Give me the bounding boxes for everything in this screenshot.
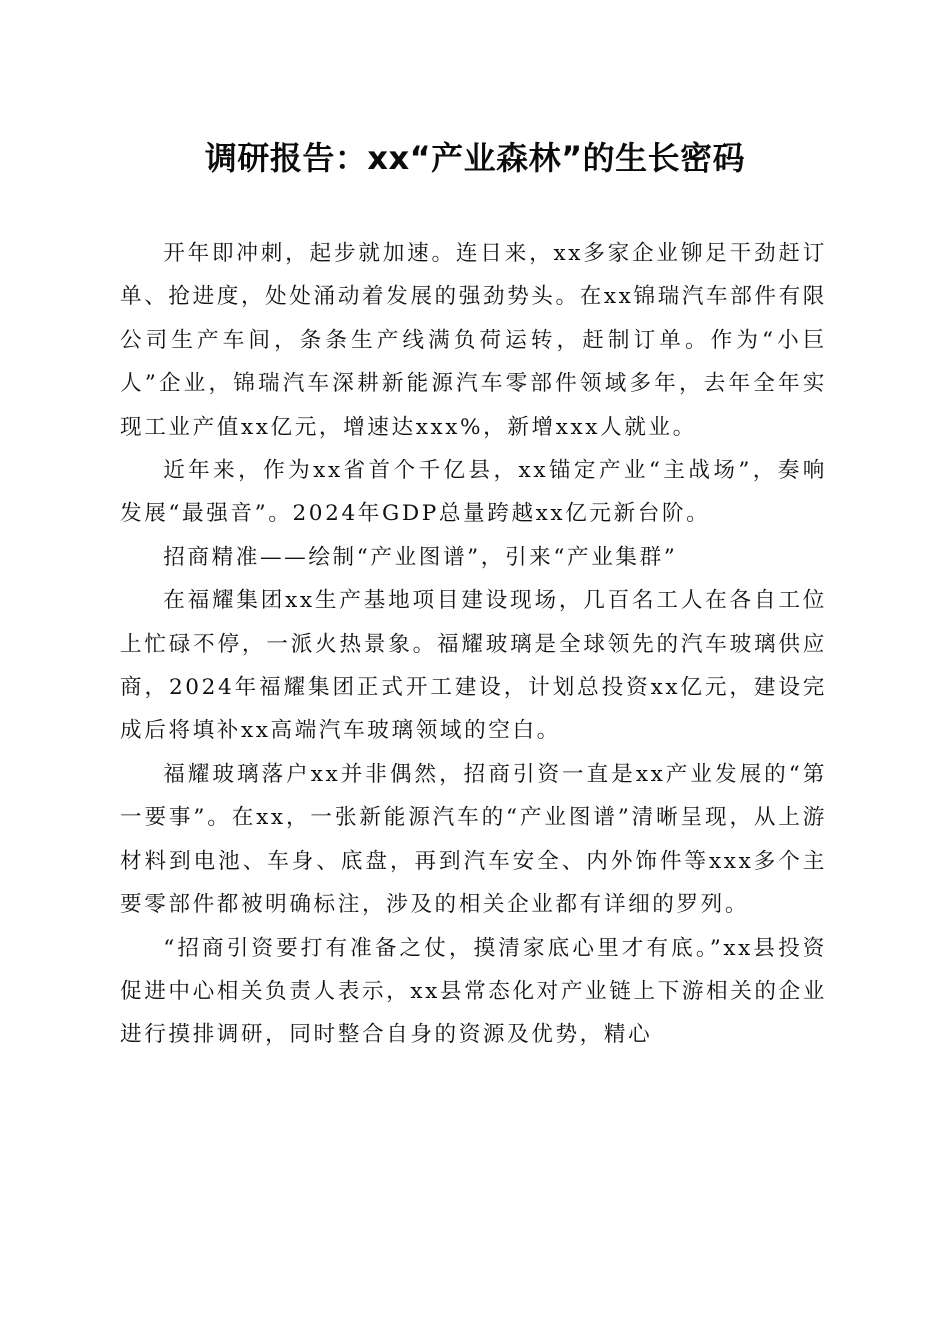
paragraph: 福耀玻璃落户xx并非偶然，招商引资一直是xx产业发展的“第一要事”。在xx，一张新能源汽车的“产业图谱”清晰呈现，从上游材料到电池、车身、底盘，再到汽车安全、内外饰件等xxx多个主要零部件都被明确标注，涉及的相关企业都有详细的罗列。	[120, 761, 827, 918]
section-heading: 招商精准——绘制“产业图谱”，引来“产业集群”	[163, 544, 678, 570]
paragraph: 在福耀集团xx生产基地项目建设现场，几百名工人在各自工位上忙碌不停，一派火热景象。福耀玻璃是全球领先的汽车玻璃供应商，2024年福耀集团正式开工建设，计划总投资xx亿元，建设完成后将填补xx高端汽车玻璃领域的空白。	[120, 588, 827, 744]
document-title: 调研报告：xx“产业森林”的生长密码	[204, 139, 746, 177]
document-body	[120, 232, 827, 1057]
paragraph: “招商引资要打有准备之仗，摸清家底心里才有底。”xx县投资促进中心相关负责人表示，xx县常态化对产业链上下游相关的企业进行摸排调研，同时整合自身的资源及优势，精心	[120, 935, 827, 1048]
paragraph: 近年来，作为xx省首个千亿县，xx锚定产业“主战场”，奏响发展“最强音”。2024年GDP总量跨越xx亿元新台阶。	[120, 458, 827, 527]
paragraph: 开年即冲刺，起步就加速。连日来，xx多家企业铆足干劲赶订单、抢进度，处处涌动着发展的强劲势头。在xx锦瑞汽车部件有限公司生产车间，条条生产线满负荷运转，赶制订单。作为“小巨人”企业，锦瑞汽车深耕新能源汽车零部件领域多年，去年全年实现工业产值xx亿元，增速达xxx%，新增xxx人就业。	[120, 241, 827, 440]
